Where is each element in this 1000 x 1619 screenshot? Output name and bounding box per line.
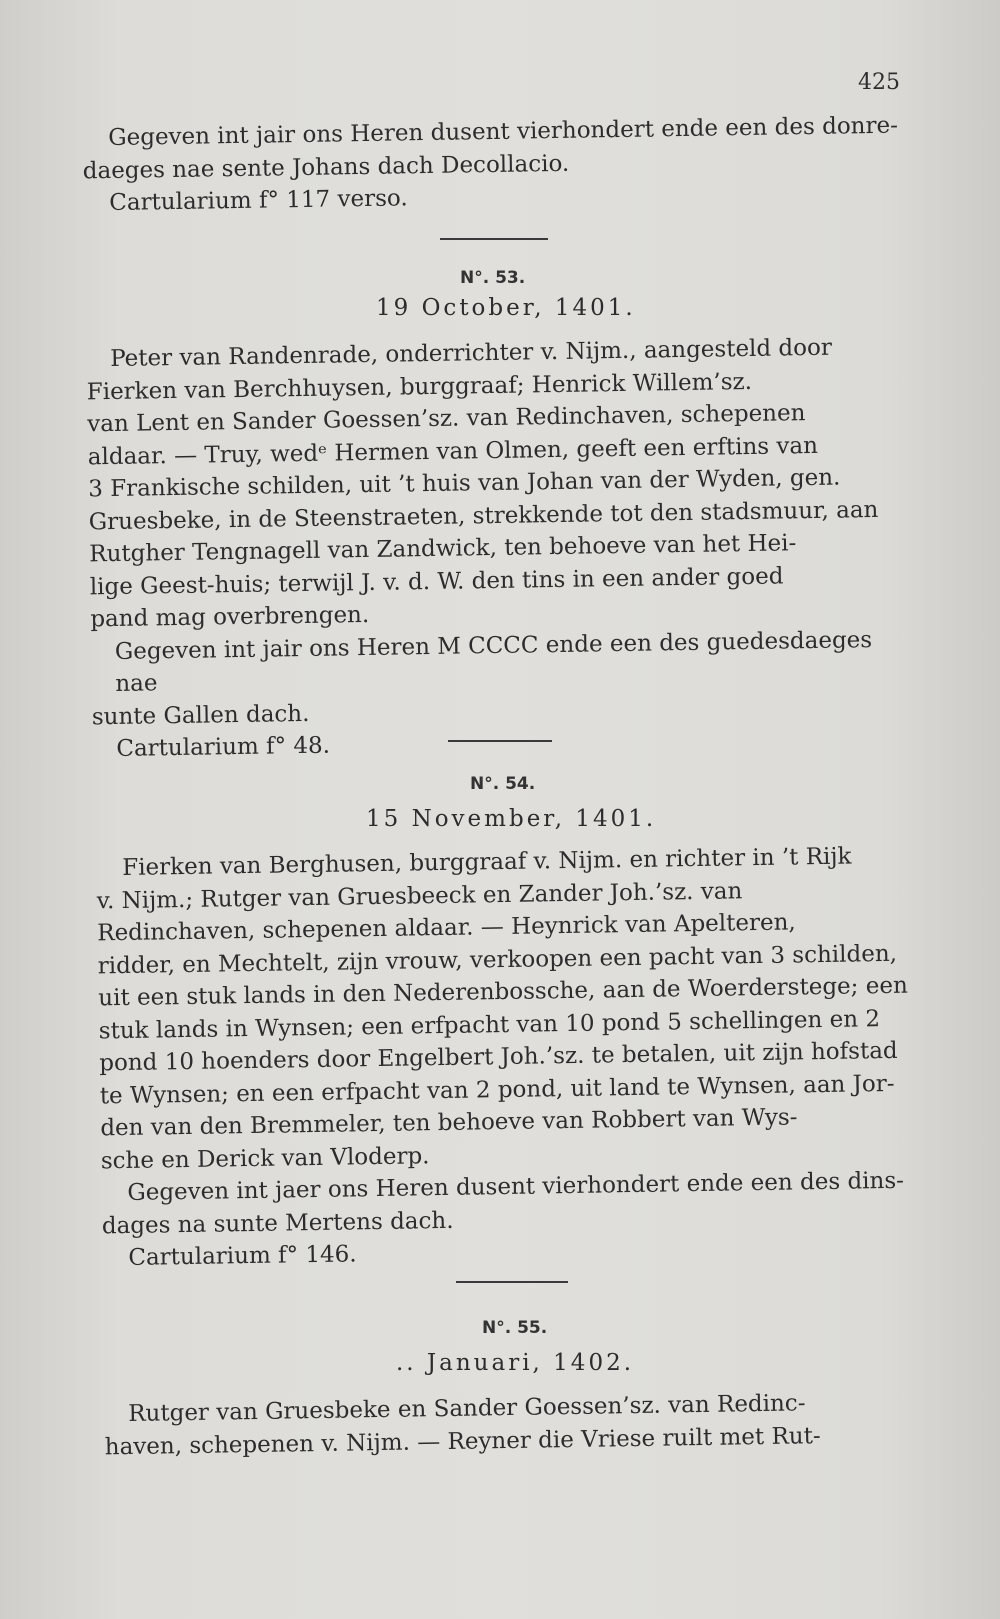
text-line: Gegeven int jair ons Heren dusent vierhondert ende een des donre- (108, 112, 899, 151)
text-line: den van den Bremmeler, ten behoeve van Robbert van Wys- (100, 1104, 798, 1142)
text-line: pond 10 hoenders door Engelbert Joh.’sz. te betalen, uit zijn hofstad (99, 1037, 898, 1077)
text-line: Cartularium f° 146. (128, 1241, 357, 1271)
text-line: Gegeven int jaer ons Heren dusent vierhondert ende een des dins- (127, 1167, 905, 1206)
intro-block (82, 109, 909, 219)
text-line: ridder, en Mechtelt, zijn vrouw, verkoopen een pacht van 3 schilden, (97, 940, 898, 979)
text-line: uit een stuk lands in den Nederenbossche, aan de Woerderstege; een (98, 972, 908, 1012)
text-line: stuk lands in Wynsen; een erfpacht van 10 pond 5 schellingen en 2 (98, 1005, 881, 1044)
text-line: Cartularium f° 117 verso. (109, 185, 408, 216)
separator-rule (440, 238, 548, 240)
text-line: te Wynsen; en een erfpacht van 2 pond, uit land te Wynsen, aan Jor- (99, 1070, 895, 1109)
entry-number: N°. 53. (460, 268, 526, 288)
text-line: Peter van Randenrade, onderrichter v. Nijm., aangesteld door (110, 334, 833, 372)
entry-number: N°. 54. (470, 774, 536, 794)
text-line: Fierken van Berchhuysen, burggraaf; Henrick Willem’sz. (86, 368, 753, 405)
entry-date: .. Januari, 1402. (396, 1350, 635, 1376)
text-line: Rutgher Tengnagell van Zandwick, ten behoeve van het Hei- (89, 530, 797, 568)
text-line: 3 Frankische schilden, uit ’t huis van Johan van der Wyden, gen. (88, 464, 841, 503)
text-line: haven, schepenen v. Nijm. — Reyner die Vriese ruilt met Rut- (104, 1422, 821, 1460)
separator-rule (456, 1281, 568, 1283)
text-line: daeges nae sente Johans dach Decollacio. (82, 150, 570, 184)
entry-55-body (104, 1385, 929, 1463)
text-line: Fierken van Berghusen, burggraaf v. Nijm. en richter in ’t Rijk (122, 843, 852, 881)
text-line: Redinchaven, schepenen aldaar. — Heynrick van Apelteren, (97, 909, 796, 947)
entry-date: 15 November, 1401. (366, 806, 657, 832)
text-line: sche en Derick van Vloderp. (100, 1142, 430, 1174)
text-line: lige Geest-huis; terwijl J. v. d. W. den tins in een ander goed (89, 562, 784, 600)
entry-53-body (86, 330, 917, 765)
text-line: van Lent en Sander Goessen’sz. van Redinchaven, schepenen (87, 400, 806, 438)
text-line: v. Nijm.; Rutger van Gruesbeeck en Zander Joh.’sz. van (96, 877, 743, 914)
page-number: 425 (858, 70, 900, 95)
text-line: sunte Gallen dach. (91, 700, 310, 730)
entry-54-body (96, 839, 929, 1274)
text-line: Gruesbeke, in de Steenstraeten, strekkende tot den stadsmuur, aan (88, 496, 879, 535)
entry-date: 19 October, 1401. (376, 295, 636, 321)
text-line: aldaar. — Truy, wedᵉ Hermen van Olmen, geeft een erftins van (87, 432, 819, 470)
entry-number: N°. 55. (482, 1318, 548, 1338)
text-line: Cartularium f° 48. (116, 732, 331, 762)
text-line: Rutger van Gruesbeke en Sander Goessen’sz. van Redinc- (128, 1390, 806, 1427)
text-line: Gegeven int jair ons Heren M CCCC ende een des guedesdaeges nae (114, 626, 880, 697)
separator-rule (448, 740, 552, 742)
text-line: pand mag overbrengen. (90, 601, 370, 633)
text-line: dages na sunte Mertens dach. (101, 1207, 454, 1239)
